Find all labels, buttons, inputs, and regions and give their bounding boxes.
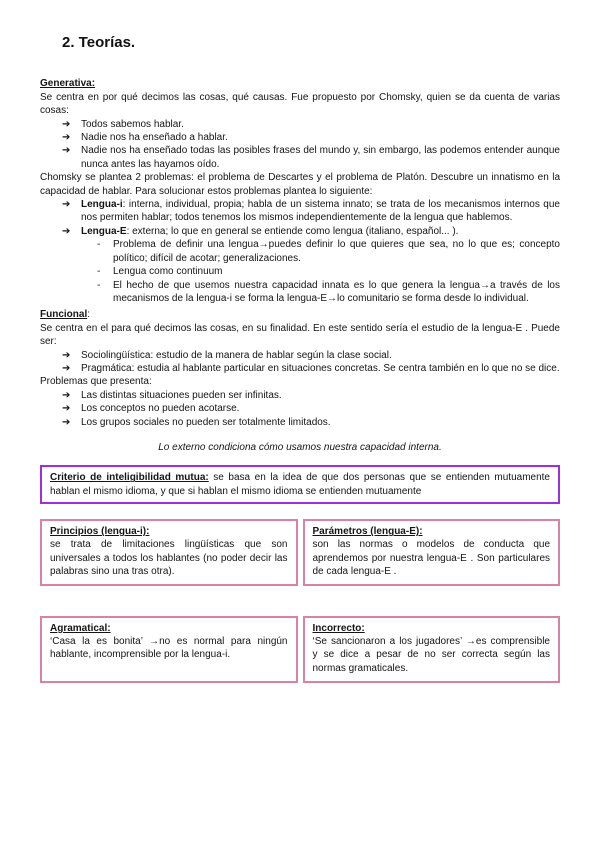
card-agramatical bbox=[40, 616, 298, 683]
sub-list-item bbox=[40, 265, 560, 278]
list-item-text: Los grupos sociales no pueden ser totalmente limitados. bbox=[81, 416, 331, 428]
sub-list-item-text: Problema de definir una lengua→puedes definir lo que quieres que sea, no lo que es; concepto político; difícil de acotar; generalizaciones. bbox=[113, 239, 560, 264]
card-title: Parámetros (lengua-E): bbox=[312, 526, 423, 538]
problems-label: Problemas que presenta: bbox=[40, 376, 152, 388]
arrow-bullet-icon: ➔ bbox=[62, 132, 71, 144]
card-title: Principios (lengua-i): bbox=[50, 526, 150, 538]
arrow-bullet-icon: ➔ bbox=[62, 225, 71, 237]
arrow-bullet-icon: ➔ bbox=[62, 199, 71, 211]
list-item-text: Nadie nos ha enseñado a hablar. bbox=[81, 132, 228, 144]
generativa-heading bbox=[40, 77, 560, 90]
arrow-bullet-icon: ➔ bbox=[62, 349, 71, 361]
list-item bbox=[40, 349, 560, 362]
card-body: ‘Se sancionaron a los jugadores’ →es comprensible y se dice a pesar de no ser correcta según las normas gramaticales. bbox=[312, 636, 550, 674]
lengua-e-term: Lengua-E bbox=[81, 225, 127, 237]
dash-bullet-icon: - bbox=[97, 279, 101, 291]
card-body: son las normas o modelos de conducta que aprendemos por nuestra lengua-E . Son particulares de cada lengua-E . bbox=[312, 539, 550, 577]
list-item-text: Todos sabemos hablar. bbox=[81, 118, 184, 130]
list-item-lengua-i bbox=[40, 198, 560, 225]
lengua-i-term: Lengua-i bbox=[81, 199, 123, 211]
criterio-callout-box bbox=[40, 465, 560, 504]
italic-quote: Lo externo condiciona cómo usamos nuestra capacidad interna. bbox=[158, 441, 442, 453]
list-item-text: Los conceptos no pueden acotarse. bbox=[81, 403, 240, 415]
list-item-text bbox=[81, 198, 560, 225]
generativa-intro: Se centra en por qué decimos las cosas, qué causas. Fue propuesto por Chomsky, quien se da cuenta de varias cosas: bbox=[40, 91, 560, 117]
list-item-text: Pragmática: estudia al hablante particular en situaciones concretas. Se centra también en lo que no se dice. bbox=[81, 362, 560, 374]
list-item bbox=[40, 118, 560, 131]
arrow-bullet-icon: ➔ bbox=[62, 145, 71, 157]
card-parametros bbox=[303, 519, 561, 586]
list-item bbox=[40, 389, 560, 402]
list-item bbox=[40, 144, 560, 171]
sub-list-item bbox=[40, 238, 560, 265]
funcional-heading-text: Funcional bbox=[40, 309, 88, 321]
card-title: Agramatical: bbox=[50, 623, 111, 634]
card-title: Incorrecto: bbox=[312, 623, 365, 634]
card-body: ‘Casa la es bonita’ →no es normal para ningún hablante, incomprensible por la lengua-i. bbox=[50, 636, 288, 661]
card-incorrecto bbox=[303, 616, 561, 683]
criterio-callout-text: se basa en la idea de que dos personas que se entienden mutuamente hablan el mismo idioma, y que si hablan el mismo idioma se entienden mutuamente bbox=[50, 472, 550, 497]
list-item-text: Las distintas situaciones pueden ser infinitas. bbox=[81, 389, 282, 401]
funcional-heading-colon: : bbox=[87, 309, 91, 321]
list-item bbox=[40, 131, 560, 144]
list-item bbox=[40, 362, 560, 375]
definition-cards-grid bbox=[40, 519, 560, 683]
criterio-callout-title: Criterio de inteligibilidad mutua: bbox=[50, 472, 209, 484]
list-item bbox=[40, 416, 560, 429]
chomsky-paragraph: Chomsky se plantea 2 problemas: el problema de Descartes y el problema de Platón. Descubre un innatismo en la capacidad de hablar. Para solucionar estos problemas plantea lo siguiente: bbox=[40, 172, 560, 197]
list-item-text: Nadie nos ha enseñado todas las posibles frases del mundo y, sin embargo, las podemos entender aunque nunca antes las hayamos oído. bbox=[81, 145, 560, 170]
list-item-text: Sociolingüística: estudio de la manera de hablar según la clase social. bbox=[81, 349, 392, 361]
card-principios bbox=[40, 519, 298, 586]
dash-bullet-icon: - bbox=[97, 239, 101, 251]
sub-list-item bbox=[40, 279, 560, 306]
list-item-text bbox=[81, 225, 560, 238]
sub-list-item-text: El hecho de que usemos nuestra capacidad innata es lo que genera la lengua→a través de los mecanismos de la lengua-i se forma la lengua-E→lo comunitario se forma desde lo individual. bbox=[113, 279, 560, 304]
lengua-e-definition: : externa; lo que en general se entiende como lengua (italiano, español... ). bbox=[126, 225, 459, 237]
arrow-bullet-icon: ➔ bbox=[62, 118, 71, 130]
arrow-bullet-icon: ➔ bbox=[62, 389, 71, 401]
dash-bullet-icon: - bbox=[97, 266, 101, 278]
arrow-bullet-icon: ➔ bbox=[62, 362, 71, 374]
sub-list-item-text: Lengua como continuum bbox=[113, 266, 223, 278]
list-item bbox=[40, 402, 560, 415]
page-title: 2. Teorías. bbox=[62, 34, 136, 51]
lengua-i-definition: : interna, individual, propia; habla de un sistema innato; se trata de los mecanismos internos que nos permiten hablar; todos tenemos los mismos independientemente de la lengua que hablemos. bbox=[81, 199, 560, 224]
list-item-lengua-e bbox=[40, 225, 560, 238]
funcional-intro: Se centra en el para qué decimos las cosas, en su finalidad. En este sentido sería el estudio de la lengua-E . Puede ser: bbox=[40, 322, 560, 348]
generativa-heading-text: Generativa: bbox=[40, 78, 96, 90]
arrow-bullet-icon: ➔ bbox=[62, 416, 71, 428]
funcional-heading bbox=[40, 308, 560, 321]
card-body: se trata de limitaciones lingüísticas que son universales a todos los hablantes (no poder decir las palabras sino una tras otra). bbox=[50, 539, 288, 577]
arrow-bullet-icon: ➔ bbox=[62, 403, 71, 415]
